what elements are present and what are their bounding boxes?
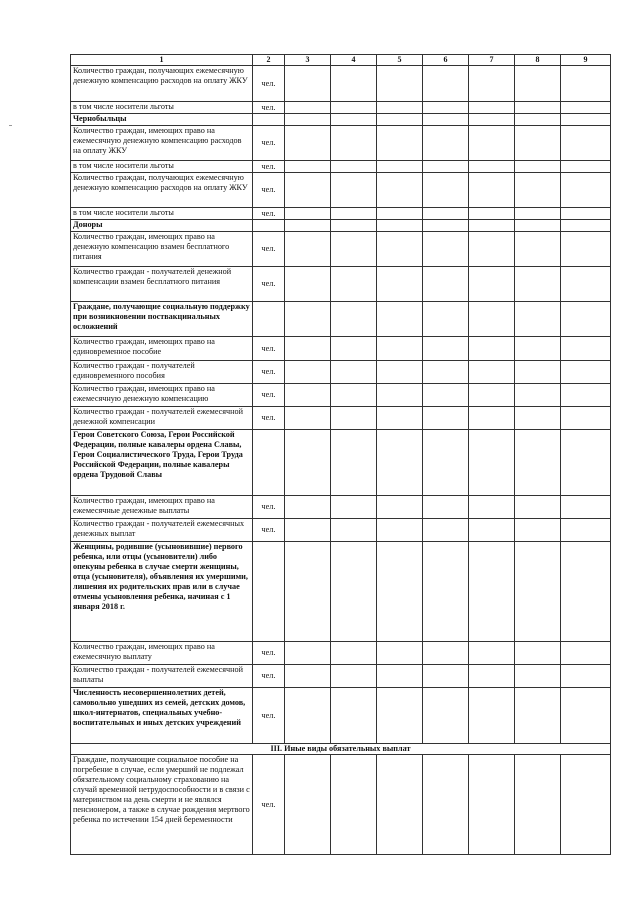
col-header-3: 3 [285,55,331,66]
value-cell[interactable] [331,66,377,102]
value-cell[interactable] [331,496,377,519]
value-cell[interactable] [423,173,469,208]
value-cell[interactable] [423,430,469,496]
unit-cell [253,114,285,126]
row-label: в том числе носители льготы [71,102,253,114]
value-cell[interactable] [285,232,331,267]
value-cell[interactable] [285,267,331,302]
value-cell[interactable] [515,755,561,855]
section-heading: Чернобыльцы [71,114,253,126]
value-cell[interactable] [285,519,331,542]
value-cell[interactable] [423,220,469,232]
value-cell[interactable] [469,542,515,642]
unit-cell: чел. [253,208,285,220]
row-label: Количество граждан, имеющих право на единовременное пособие [71,337,253,361]
value-cell[interactable] [423,642,469,665]
value-cell[interactable] [561,519,611,542]
value-cell[interactable] [515,114,561,126]
value-cell[interactable] [469,267,515,302]
value-cell[interactable] [561,173,611,208]
value-cell[interactable] [515,66,561,102]
value-cell[interactable] [469,173,515,208]
value-cell[interactable] [469,232,515,267]
col-header-4: 4 [331,55,377,66]
value-cell[interactable] [377,102,423,114]
value-cell[interactable] [469,665,515,688]
section-heading: Граждане, получающие социальную поддержку при возникновении поствакцинальных осложнений [71,302,253,337]
value-cell[interactable] [377,519,423,542]
value-cell[interactable] [469,114,515,126]
table-row [71,688,611,744]
value-cell[interactable] [561,161,611,173]
value-cell[interactable] [423,519,469,542]
value-cell[interactable] [561,665,611,688]
unit-cell: чел. [253,173,285,208]
table-row [71,642,611,665]
value-cell[interactable] [561,361,611,384]
value-cell[interactable] [561,407,611,430]
value-cell[interactable] [377,755,423,855]
report-table [70,54,611,855]
value-cell[interactable] [515,384,561,407]
value-cell[interactable] [469,755,515,855]
value-cell[interactable] [331,114,377,126]
value-cell[interactable] [561,102,611,114]
value-cell[interactable] [515,267,561,302]
value-cell[interactable] [423,755,469,855]
col-header-7: 7 [469,55,515,66]
row-label: Количество граждан - получателей денежной компенсации взамен бесплатного питания [71,267,253,302]
value-cell[interactable] [515,126,561,161]
value-cell[interactable] [515,208,561,220]
value-cell[interactable] [285,688,331,744]
value-cell[interactable] [469,302,515,337]
value-cell[interactable] [377,267,423,302]
value-cell[interactable] [561,755,611,855]
value-cell[interactable] [285,126,331,161]
value-cell[interactable] [377,337,423,361]
value-cell[interactable] [377,161,423,173]
value-cell[interactable] [285,102,331,114]
value-cell[interactable] [561,542,611,642]
row-label: Количество граждан, имеющих право на ежемесячные денежные выплаты [71,496,253,519]
row-label: Численность несовершеннолетних детей, самовольно ушедших из семей, детских домов, школ-интернатов, специальных учебно-воспитательных и иных детских учреждений [71,688,253,744]
table-row [71,430,611,496]
row-label: Количество граждан, имеющих право на ежемесячную выплату [71,642,253,665]
value-cell[interactable] [377,496,423,519]
value-cell[interactable] [377,361,423,384]
unit-cell: чел. [253,126,285,161]
section-heading: Герои Советского Союза, Герои Российской Федерации, полные кавалеры ордена Славы, Герои Социалистического Труда, Герои Труда Российской Федерации, полные кавалеры ордена Трудовой Славы [71,430,253,496]
value-cell[interactable] [561,232,611,267]
col-header-9: 9 [561,55,611,66]
value-cell[interactable] [285,496,331,519]
value-cell[interactable] [561,302,611,337]
column-number-row [71,55,611,66]
col-header-5: 5 [377,55,423,66]
value-cell[interactable] [331,642,377,665]
value-cell[interactable] [377,542,423,642]
value-cell[interactable] [331,220,377,232]
value-cell[interactable] [561,114,611,126]
section-heading: Женщины, родившие (усыновившие) первого ребенка, или отцы (усыновители) либо опекуны ребенка в случае смерти женщины, отца (усыновителя), объявления их умершими, лишения их родительских прав или в случае отмены усыновления ребенка, начиная с 1 января 2018 г. [71,542,253,642]
unit-cell [253,302,285,337]
value-cell[interactable] [515,361,561,384]
value-cell[interactable] [285,208,331,220]
value-cell[interactable] [377,407,423,430]
row-label: Граждане, получающие социальное пособие на погребение в случае, если умерший не подлежал обязательному социальному страхованию на случай временной нетрудоспособности и в связи с материнством на день смерти и не являлся пенсионером, а также в случае рождения мертвого ребенка по истечении 154 дней беременности [71,755,253,855]
value-cell[interactable] [285,384,331,407]
section-heading: Доноры [71,220,253,232]
row-label: Количество граждан - получателей единовременного пособия [71,361,253,384]
value-cell[interactable] [331,542,377,642]
col-header-1: 1 [71,55,253,66]
value-cell[interactable] [469,208,515,220]
value-cell[interactable] [561,688,611,744]
value-cell[interactable] [285,220,331,232]
value-cell[interactable] [515,496,561,519]
value-cell[interactable] [515,232,561,267]
value-cell[interactable] [331,519,377,542]
value-cell[interactable] [423,496,469,519]
unit-cell: чел. [253,665,285,688]
value-cell[interactable] [285,161,331,173]
value-cell[interactable] [515,173,561,208]
scan-mark [9,125,12,126]
value-cell[interactable] [423,66,469,102]
unit-cell: чел. [253,496,285,519]
value-cell[interactable] [469,642,515,665]
value-cell[interactable] [423,208,469,220]
value-cell[interactable] [469,496,515,519]
value-cell[interactable] [285,542,331,642]
table-row [71,755,611,855]
value-cell[interactable] [469,519,515,542]
row-label: Количество граждан, имеющих право на ежемесячную денежную компенсацию расходов на оплату ЖКУ [71,126,253,161]
table-row [71,302,611,337]
row-label: в том числе носители льготы [71,208,253,220]
value-cell[interactable] [285,642,331,665]
col-header-6: 6 [423,55,469,66]
value-cell[interactable] [515,407,561,430]
value-cell[interactable] [423,361,469,384]
value-cell[interactable] [423,267,469,302]
value-cell[interactable] [561,66,611,102]
table-row [71,220,611,232]
value-cell[interactable] [469,220,515,232]
table-row [71,126,611,161]
row-label: в том числе носители льготы [71,161,253,173]
value-cell[interactable] [515,337,561,361]
value-cell[interactable] [331,102,377,114]
value-cell[interactable] [423,688,469,744]
col-header-2: 2 [253,55,285,66]
value-cell[interactable] [423,161,469,173]
unit-cell: чел. [253,267,285,302]
value-cell[interactable] [377,220,423,232]
unit-cell: чел. [253,102,285,114]
value-cell[interactable] [423,114,469,126]
value-cell[interactable] [423,407,469,430]
value-cell[interactable] [377,114,423,126]
unit-cell: чел. [253,66,285,102]
value-cell[interactable] [377,665,423,688]
value-cell[interactable] [561,384,611,407]
row-label: Количество граждан, имеющих право на ежемесячную денежную компенсацию [71,384,253,407]
value-cell[interactable] [561,267,611,302]
value-cell[interactable] [377,173,423,208]
value-cell[interactable] [561,126,611,161]
table-row [71,232,611,267]
table-row [71,102,611,114]
value-cell[interactable] [285,114,331,126]
table-row [71,542,611,642]
value-cell[interactable] [331,337,377,361]
table-row [71,337,611,361]
unit-cell [253,430,285,496]
value-cell[interactable] [469,430,515,496]
table-row [71,66,611,102]
value-cell[interactable] [515,302,561,337]
value-cell[interactable] [423,337,469,361]
table-row [71,267,611,302]
value-cell[interactable] [377,66,423,102]
value-cell[interactable] [515,220,561,232]
value-cell[interactable] [377,688,423,744]
unit-cell: чел. [253,407,285,430]
table-row [71,361,611,384]
table-row [71,208,611,220]
value-cell[interactable] [561,208,611,220]
value-cell[interactable] [423,102,469,114]
value-cell[interactable] [377,208,423,220]
value-cell[interactable] [561,642,611,665]
value-cell[interactable] [423,384,469,407]
value-cell[interactable] [515,430,561,496]
value-cell[interactable] [515,542,561,642]
value-cell[interactable] [331,430,377,496]
value-cell[interactable] [285,755,331,855]
value-cell[interactable] [331,126,377,161]
value-cell[interactable] [331,302,377,337]
section-title: III. Иные виды обязательных выплат [71,744,611,755]
value-cell[interactable] [331,361,377,384]
value-cell[interactable] [285,407,331,430]
unit-cell: чел. [253,361,285,384]
value-cell[interactable] [423,302,469,337]
value-cell[interactable] [331,384,377,407]
value-cell[interactable] [377,232,423,267]
value-cell[interactable] [377,642,423,665]
value-cell[interactable] [561,337,611,361]
value-cell[interactable] [423,126,469,161]
unit-cell [253,220,285,232]
value-cell[interactable] [331,208,377,220]
value-cell[interactable] [515,642,561,665]
value-cell[interactable] [469,126,515,161]
value-cell[interactable] [515,688,561,744]
value-cell[interactable] [561,496,611,519]
table-row [71,519,611,542]
col-header-8: 8 [515,55,561,66]
section-row [71,744,611,755]
value-cell[interactable] [377,126,423,161]
unit-cell: чел. [253,337,285,361]
row-label: Количество граждан, получающих ежемесячную денежную компенсацию расходов на оплату ЖКУ [71,66,253,102]
row-label: Количество граждан - получателей ежемесячных денежных выплат [71,519,253,542]
unit-cell: чел. [253,688,285,744]
row-label: Количество граждан, получающих ежемесячную денежную компенсацию расходов на оплату ЖКУ [71,173,253,208]
value-cell[interactable] [285,665,331,688]
value-cell[interactable] [377,430,423,496]
table-row [71,384,611,407]
value-cell[interactable] [331,407,377,430]
value-cell[interactable] [285,361,331,384]
unit-cell: чел. [253,519,285,542]
value-cell[interactable] [423,232,469,267]
value-cell[interactable] [285,430,331,496]
value-cell[interactable] [515,519,561,542]
value-cell[interactable] [469,688,515,744]
table-row [71,173,611,208]
value-cell[interactable] [515,161,561,173]
table-row [71,665,611,688]
value-cell[interactable] [469,384,515,407]
value-cell[interactable] [331,173,377,208]
value-cell[interactable] [561,430,611,496]
value-cell[interactable] [331,267,377,302]
unit-cell: чел. [253,161,285,173]
unit-cell: чел. [253,384,285,407]
value-cell[interactable] [285,337,331,361]
value-cell[interactable] [515,665,561,688]
unit-cell: чел. [253,232,285,267]
value-cell[interactable] [285,173,331,208]
row-label: Количество граждан - получателей ежемесячной выплаты [71,665,253,688]
value-cell[interactable] [469,361,515,384]
value-cell[interactable] [285,66,331,102]
row-label: Количество граждан - получателей ежемесячной денежной компенсации [71,407,253,430]
value-cell[interactable] [331,688,377,744]
table-row [71,114,611,126]
unit-cell [253,542,285,642]
value-cell[interactable] [469,66,515,102]
value-cell[interactable] [331,755,377,855]
value-cell[interactable] [377,384,423,407]
value-cell[interactable] [469,161,515,173]
table-row [71,496,611,519]
value-cell[interactable] [469,337,515,361]
value-cell[interactable] [331,161,377,173]
table-row [71,407,611,430]
value-cell[interactable] [469,102,515,114]
value-cell[interactable] [561,220,611,232]
unit-cell: чел. [253,642,285,665]
row-label: Количество граждан, имеющих право на денежную компенсацию взамен бесплатного питания [71,232,253,267]
value-cell[interactable] [331,665,377,688]
value-cell[interactable] [423,665,469,688]
value-cell[interactable] [515,102,561,114]
unit-cell: чел. [253,755,285,855]
table-row [71,161,611,173]
value-cell[interactable] [469,407,515,430]
value-cell[interactable] [285,302,331,337]
value-cell[interactable] [377,302,423,337]
value-cell[interactable] [423,542,469,642]
value-cell[interactable] [331,232,377,267]
